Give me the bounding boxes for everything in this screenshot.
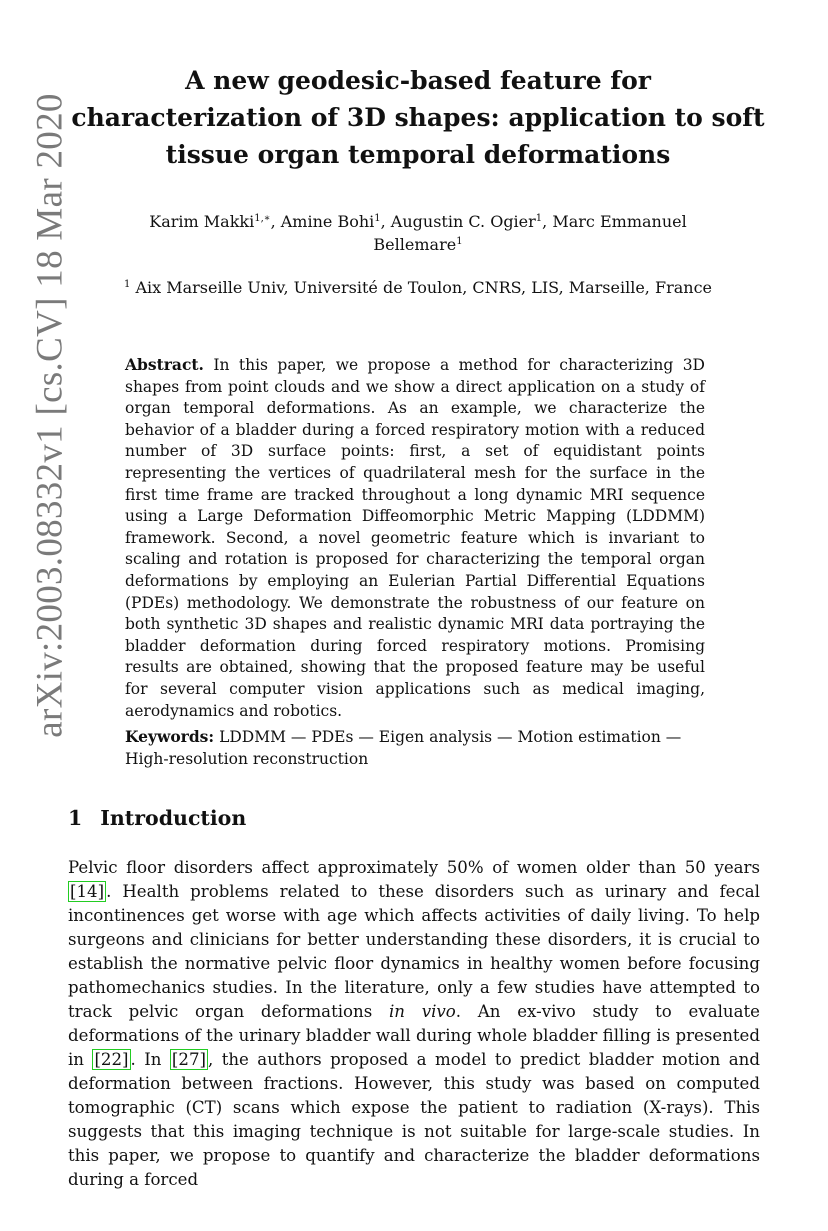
author-affiliation-mark: 1,∗ — [254, 213, 271, 224]
section-heading-introduction — [68, 806, 246, 830]
keywords-text: LDDMM — PDEs — Eigen analysis — Motion estimation — High-resolution reconstruction — [125, 728, 682, 768]
author-2: Amine Bohi$^1$, — [280, 212, 391, 231]
author-name: Karim Makki — [149, 212, 255, 231]
section-title: Introduction — [100, 806, 247, 830]
paper-title: A new geodesic-based feature for characterization of 3D shapes: application to soft tissue organ temporal deformations — [71, 66, 765, 169]
author-1: Karim Makki$^{1,∗}$, — [149, 212, 281, 231]
author-3: Augustin C. Ogier$^1$, — [390, 212, 553, 231]
affiliation — [110, 278, 726, 297]
author-name: Amine Bohi — [280, 212, 375, 231]
italic-phrase: in vivo — [388, 1002, 456, 1021]
author-affiliation-mark: 1 — [374, 213, 381, 224]
introduction-body — [68, 856, 760, 1192]
affiliation-text: Aix Marseille Univ, Université de Toulon, CNRS, LIS, Marseille, France — [135, 278, 712, 297]
abstract — [125, 354, 705, 722]
section-number: 1 — [68, 806, 83, 830]
introduction-paragraph: Pelvic floor disorders affect approximately 50% of women older than 50 years [14] . Health problems related to these disorders such as urinary and fecal incontinences get worse with age which affects activities of daily living. To help surgeons and clinicians for better understanding these disorders, it is crucial to establish the normative pelvic floor dynamics in healthy women before focusing pathomechanics studies. In the literature, only a few studies have attempted to track pelvic organ deformations in vivo. An ex-vivo study to evaluate deformations of the urinary bladder wall during whole bladder filling is presented in [22] . In [27] , the authors proposed a model to predict bladder motion and deformation between fractions. However, this study was based on computed tomographic (CT) scans which expose the patient to radiation (X-rays). This suggests that this imaging technique is not suitable for large-scale studies. In this paper, we propose to quantify and characterize the bladder deformations during a forced — [68, 858, 760, 1189]
keywords — [125, 726, 705, 770]
author-name: Augustin C. Ogier — [390, 212, 536, 231]
citation-link-27[interactable]: [27] — [171, 1050, 206, 1069]
arxiv-identifier — [28, 60, 72, 770]
abstract-label: Abstract. — [125, 355, 204, 374]
abstract-text: In this paper, we propose a method for characterizing 3D shapes from point clouds and we show a direct application on a study of organ temporal deformations. As an example, we characterize the behavior of a bladder during a forced respiratory motion with a reduced number of 3D surface points: first, a set of equidistant points representing the vertices of quadrilateral mesh for the surface in the first time frame are tracked throughout a long dynamic MRI sequence using a Large Deformation Diffeomorphic Metric Mapping (LDDMM) framework. Second, a novel geometric feature which is invariant to scaling and rotation is proposed for characterizing the temporal organ deformations by employing an Eulerian Partial Differential Equations (PDEs) methodology. We demonstrate the robustness of our feature on both synthetic 3D shapes and realistic dynamic MRI data portraying the bladder deformation during forced respiratory motions. Promising results are obtained, showing that the proposed feature may be useful for several computer vision applications such as medical imaging, aerodynamics and robotics. — [125, 356, 705, 720]
author-affiliation-mark: 1 — [535, 213, 543, 224]
citation-link-22[interactable]: [22] — [94, 1050, 129, 1069]
citation-link-14[interactable]: [14] — [70, 882, 105, 901]
keywords-label: Keywords: — [125, 727, 215, 746]
author-list — [110, 210, 726, 256]
author-affiliation-mark: 1 — [456, 236, 463, 247]
abstract-paragraph — [125, 354, 705, 722]
arxiv-identifier-text: arXiv:2003.08332v1 [cs.CV] 18 Mar 2020 — [29, 92, 71, 738]
affiliation-mark: 1 — [123, 279, 131, 290]
author-name: Marc Emmanuel Bellemare — [373, 212, 687, 254]
